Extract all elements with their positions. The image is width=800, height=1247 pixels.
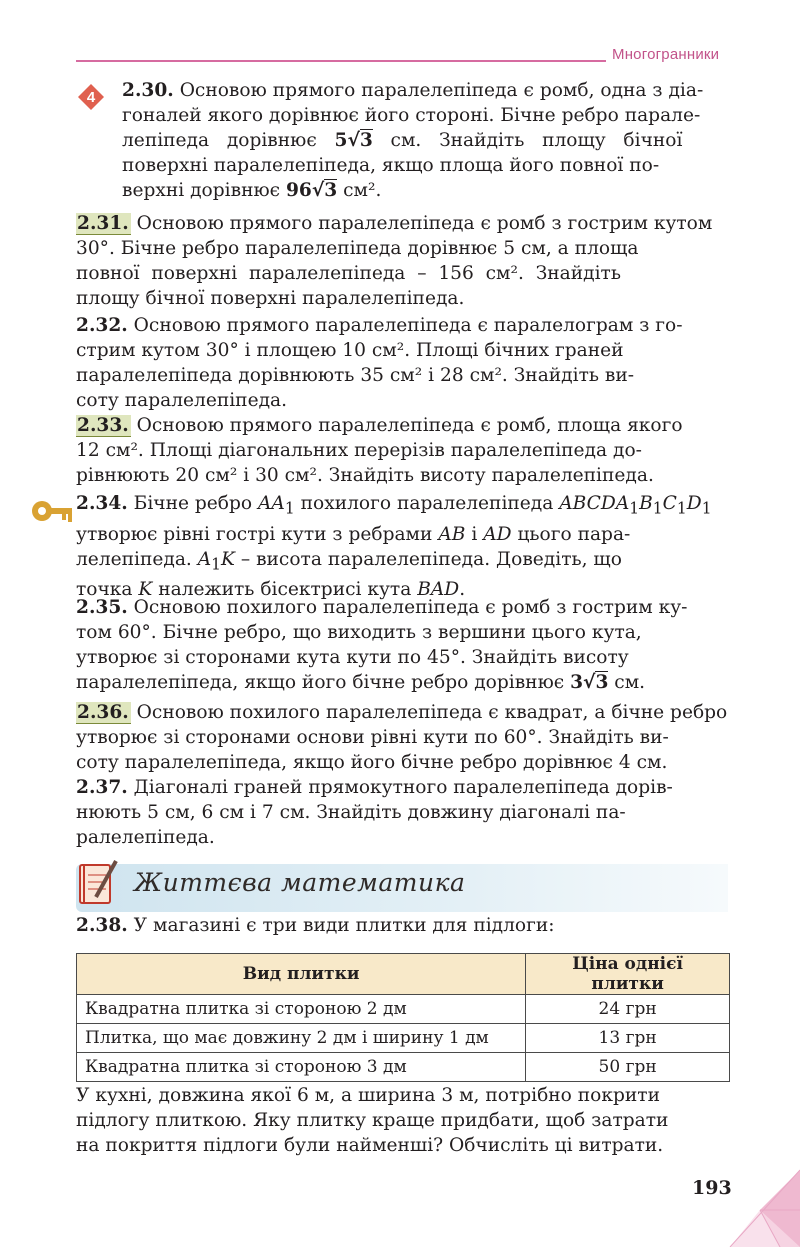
notebook-pencil-icon (74, 857, 120, 907)
table-cell: 24 грн (526, 995, 730, 1024)
difficulty-level-label: 4 (86, 89, 96, 106)
problem-2-38: 2.38. У магазині є три види плитки для підлоги: (76, 915, 555, 936)
problem-2-38-question: У кухні, довжина якої 6 м, а ширина 3 м, потрібно покрити підлогу плиткою. Яку плитку краще придбати, щоб затрати на покриття підлоги були найменші? Обчисліть ці витрати. (76, 1085, 669, 1156)
problem-2-33: 2.33. Основою прямого паралелепіпеда є ромб, площа якого 12 см². Площі діагональних перерізів паралелепіпеда до- рівнюють 20 см² і 30 см². Знайдіть висоту паралелепіпеда. (76, 415, 683, 486)
table-cell: Квадратна плитка зі стороною 2 дм (77, 995, 526, 1024)
section-title: Життєва математика (134, 868, 466, 897)
key-icon (30, 496, 74, 526)
table-header-cell: Ціна однієї плитки (526, 954, 730, 995)
page-number: 193 (692, 1177, 732, 1199)
problem-2-30: 2.30. Основою прямого паралелепіпеда є ромб, одна з діа- гоналей якого дорівнює його стороні. Бічне ребро парале- лепіпеда дорівнює 5√3 см. Знайдіть площу бічної поверхні паралелепіпеда, якщо площа його повної по- верхні дорівнює 96√3 см². (122, 80, 704, 201)
problem-2-35: 2.35. Основою похилого паралелепіпеда є ромб з гострим ку- том 60°. Бічне ребро, що виходить з вершини цього кута, утворює зі сторонами кута кути по 45°. Знайдіть висоту паралелепіпеда, якщо його бічне ребро дорівнює 3√3 см. (76, 597, 688, 693)
problem-2-37: 2.37. Діагоналі граней прямокутного паралелепіпеда дорів- нюють 5 см, 6 см і 7 см. Знайдіть довжину діагоналі па- ралелепіпеда. (76, 777, 673, 848)
table-cell: Квадратна плитка зі стороною 3 дм (77, 1053, 526, 1082)
problem-2-32: 2.32. Основою прямого паралелепіпеда є паралелограм з го- стрим кутом 30° і площею 10 см². Площі бічних граней паралелепіпеда дорівнюють 35 см² і 28 см². Знайдіть ви- соту паралелепіпеда. (76, 315, 683, 411)
header-rule (76, 60, 606, 62)
problem-2-36: 2.36. Основою похилого паралелепіпеда є квадрат, а бічне ребро утворює зі сторонами основи рівні кути по 60°. Знайдіть ви- соту паралелепіпеда, якщо його бічне ребро дорівнює 4 см. (76, 702, 728, 773)
table-cell: 13 грн (526, 1024, 730, 1053)
table-header-cell: Вид плитки (77, 954, 526, 995)
table-row (77, 995, 730, 1024)
table-header-row (77, 954, 730, 995)
table-cell: Плитка, що має довжину 2 дм і ширину 1 дм (77, 1024, 526, 1053)
tile-price-table (76, 953, 730, 1082)
problem-2-34: 2.34. Бічне ребро $AA_1$ похилого паралелепіпеда $ABCDA_1B_1C_1D_1$ утворює рівні гострі кути з ребрами AB і AD цього пара- лелепіпеда. $A_1K$ – висота паралелепіпеда. Доведіть, що точка K належить бісектрисі кута BAD. (76, 493, 712, 601)
problem-2-31: 2.31. Основою прямого паралелепіпеда є ромб з гострим кутом 30°. Бічне ребро паралелепіпеда дорівнює 5 см, а площа повної поверхні паралелепіпеда – 156 см². Знайдіть площу бічної поверхні паралелепіпеда. (76, 213, 713, 309)
difficulty-level-4-icon (78, 84, 104, 110)
table-row (77, 1053, 730, 1082)
table-row (77, 1024, 730, 1053)
table-cell: 50 грн (526, 1053, 730, 1082)
running-header: Многогранники (612, 46, 720, 63)
